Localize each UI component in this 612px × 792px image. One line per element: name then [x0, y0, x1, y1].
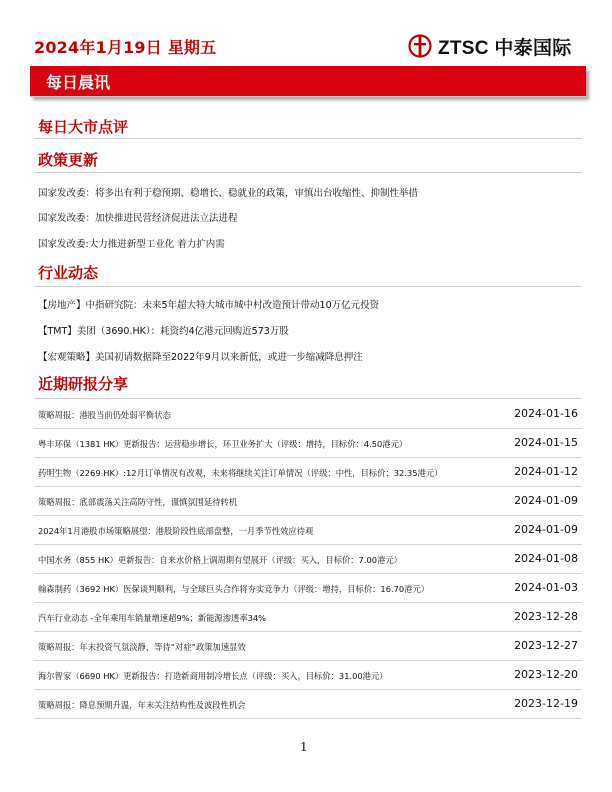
report-title: 汽车行业动态 -全年乘用车销量增速超9%；新能源渗透率34%	[38, 613, 267, 623]
policy-item: 国家发改委：加快推进民营经济促进法立法进程	[38, 213, 238, 224]
policy-item: 国家发改委：将多出有利于稳预期、稳增长、稳就业的政策，审慎出台收缩性、抑制性举措	[38, 188, 419, 199]
section-policy: 政策更新	[38, 151, 99, 169]
section-industry: 行业动态	[38, 264, 99, 282]
industry-item: 【宏观策略】美国初请数据降至2022年9月以来新低，或进一步缩减降息押注	[38, 352, 363, 363]
industry-item: 【TMT】美团（3690.HK）：耗资约4亿港元回购近573万股	[38, 326, 289, 337]
report-title: 中国水务（855 HK）更新报告：自来水价格上调周期有望展开（评级：买入，目标价：7.00港元）	[38, 555, 402, 565]
section-divider	[34, 286, 582, 287]
report-title: 策略周报：港股当前仍处弱平衡状态	[38, 410, 171, 420]
ztsc-logo-icon	[408, 34, 432, 58]
report-title: 策略周报：降息预期升温，年末关注结构性及波段性机会	[38, 700, 246, 710]
banner-title: 每日晨讯	[46, 73, 111, 92]
report-date: 2024年1月19日 星期五	[34, 38, 217, 57]
report-date-cell: 2023-12-28	[514, 610, 578, 623]
report-date-cell: 2024-01-03	[514, 581, 578, 594]
company-logo	[408, 33, 572, 59]
report-title: 翰森制药（3692 HK）医保谈判顺利，与全球巨头合作将夯实竞争力（评级：增持，目标价：16.70港元）	[38, 584, 430, 594]
report-row[interactable]	[34, 632, 582, 661]
report-date-cell: 2024-01-09	[514, 494, 578, 507]
report-date-cell: 2023-12-19	[514, 697, 578, 710]
report-row[interactable]	[34, 516, 582, 545]
report-row[interactable]	[34, 574, 582, 603]
report-row[interactable]	[34, 400, 582, 429]
report-row[interactable]	[34, 458, 582, 487]
section-divider	[34, 138, 582, 139]
report-row[interactable]	[34, 487, 582, 516]
report-row[interactable]	[34, 690, 582, 719]
report-date-cell: 2024-01-16	[514, 407, 578, 420]
report-row[interactable]	[34, 545, 582, 574]
report-date-cell: 2024-01-09	[514, 523, 578, 536]
report-title: 海尔智家（6690 HK）更新报告：打造新商用制冷增长点（评级：买入，目标价：31.00港元）	[38, 671, 388, 681]
report-title: 策略周报：年末投资气氛淡静，等待“对症”政策加速显效	[38, 642, 246, 652]
section-market-review: 每日大市点评	[38, 118, 129, 136]
report-title: 粤丰环保（1381 HK）更新报告：运营稳步增长，环卫业务扩大（评级：增持，目标价：4.50港元）	[38, 439, 408, 449]
title-banner	[30, 66, 586, 96]
report-row[interactable]	[34, 603, 582, 632]
report-date-cell: 2023-12-20	[514, 668, 578, 681]
logo-text: ZTSC 中泰国际	[438, 37, 572, 59]
report-row[interactable]	[34, 661, 582, 690]
section-divider	[34, 172, 582, 173]
report-date-cell: 2024-01-08	[514, 552, 578, 565]
banner-divider	[30, 96, 586, 97]
page-number: 1	[300, 740, 308, 754]
report-date-cell: 2024-01-12	[514, 465, 578, 478]
report-title: 策略周报：底部震荡关注高防守性，谨慎氛围延待转机	[38, 497, 238, 507]
report-row[interactable]	[34, 429, 582, 458]
section-reports: 近期研报分享	[38, 375, 129, 393]
industry-item: 【房地产】中指研究院：未来5年超大特大城市城中村改造预计带动10万亿元投资	[38, 300, 380, 311]
policy-item: 国家发改委:大力推进新型工业化 着力扩内需	[38, 239, 225, 250]
report-date-cell: 2023-12-27	[514, 639, 578, 652]
report-title: 药明生物（2269 HK）:12月订单情况有改观，未来将继续关注订单情况（评级：中性，目标价：32.35港元）	[38, 468, 443, 478]
section-divider	[34, 398, 582, 399]
report-title: 2024年1月港股市场策略展望：港股阶段性底部盘整，一月季节性效应待观	[38, 526, 314, 536]
report-date-cell: 2024-01-15	[514, 436, 578, 449]
